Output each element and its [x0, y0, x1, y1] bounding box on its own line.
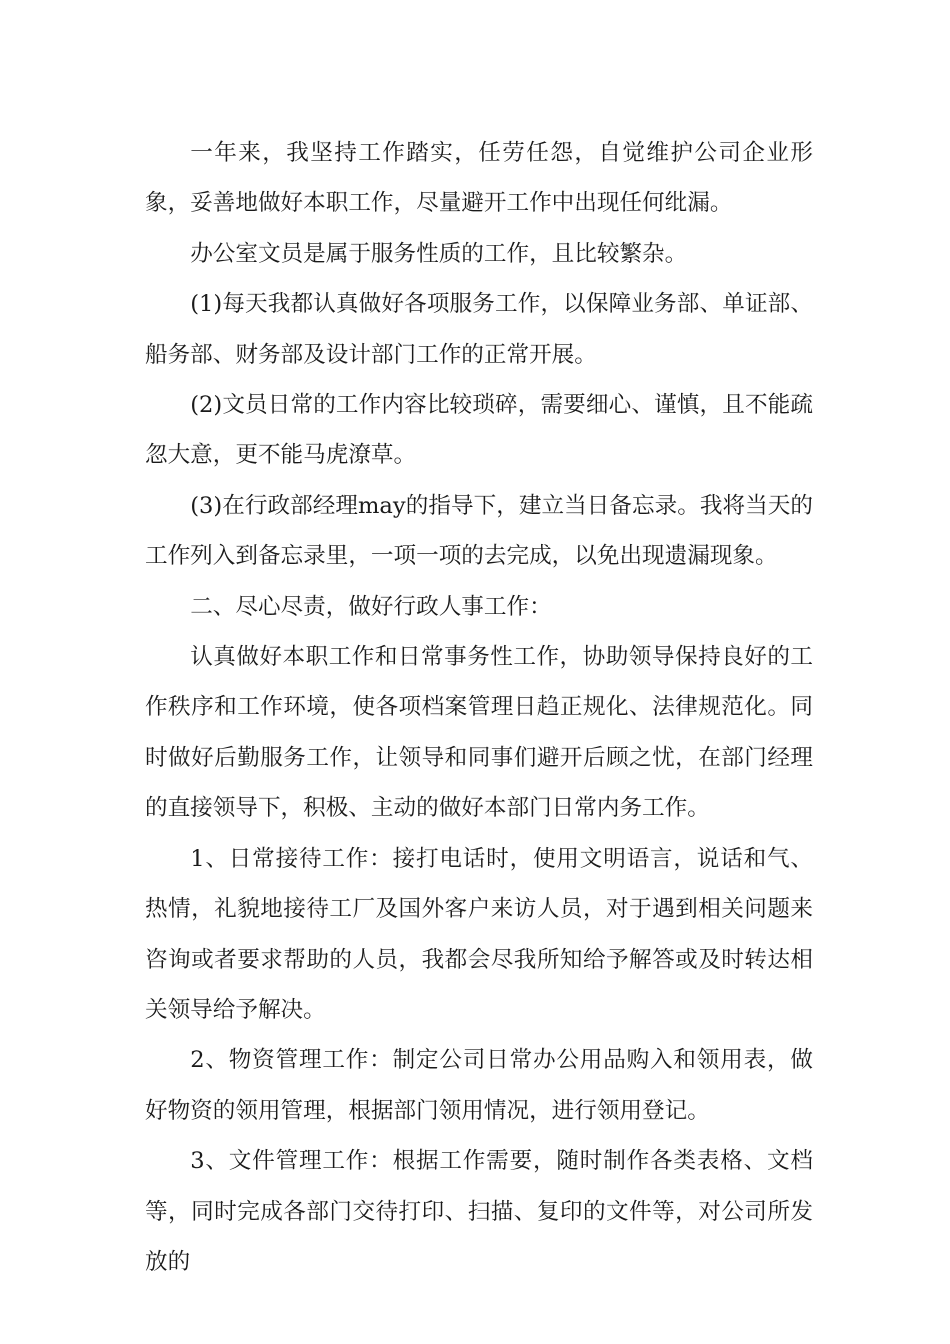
- paragraph-work-attitude: 一年来，我坚持工作踏实，任劳任怨，自觉维护公司企业形象，妥善地做好本职工作，尽量避开工作中出现任何纰漏。: [145, 140, 813, 217]
- paragraph-item-2: (2)文员日常的工作内容比较琐碎，需要细心、谨慎，且不能疏忽大意，更不能马虎潦草。: [145, 392, 813, 469]
- paragraph-reception-work: 1、日常接待工作：接打电话时，使用文明语言，说话和气、热情，礼貌地接待工厂及国外客户来访人员，对于遇到相关问题来咨询或者要求帮助的人员，我都会尽我所知给予解答或及时转达相关领导给予解决。: [145, 845, 813, 1023]
- paragraph-admin-overview: 认真做好本职工作和日常事务性工作，协助领导保持良好的工作秩序和工作环境，使各项档案管理日趋正规化、法律规范化。同时做好后勤服务工作，让领导和同事们避开后顾之忧，在部门经理的直接领导下，积极、主动的做好本部门日常内务工作。: [145, 644, 813, 822]
- paragraph-item-3: (3)在行政部经理may的指导下，建立当日备忘录。我将当天的工作列入到备忘录里，一项一项的去完成，以免出现遗漏现象。: [145, 492, 813, 570]
- section-heading-admin-hr: 二、尽心尽责，做好行政人事工作：: [190, 593, 552, 620]
- paragraph-clerk-duties: 办公室文员是属于服务性质的工作，且比较繁杂。: [190, 240, 688, 267]
- paragraph-supplies-management: 2、物资管理工作：制定公司日常办公用品购入和领用表，做好物资的领用管理，根据部门领用情况，进行领用登记。: [145, 1047, 813, 1124]
- paragraph-file-management: 3、文件管理工作：根据工作需要，随时制作各类表格、文档等，同时完成各部门交待打印、扫描、复印的文件等，对公司所发放的: [145, 1148, 813, 1275]
- paragraph-item-1: (1)每天我都认真做好各项服务工作，以保障业务部、单证部、船务部、财务部及设计部门工作的正常开展。: [145, 291, 813, 368]
- document-page: [145, 128, 813, 1287]
